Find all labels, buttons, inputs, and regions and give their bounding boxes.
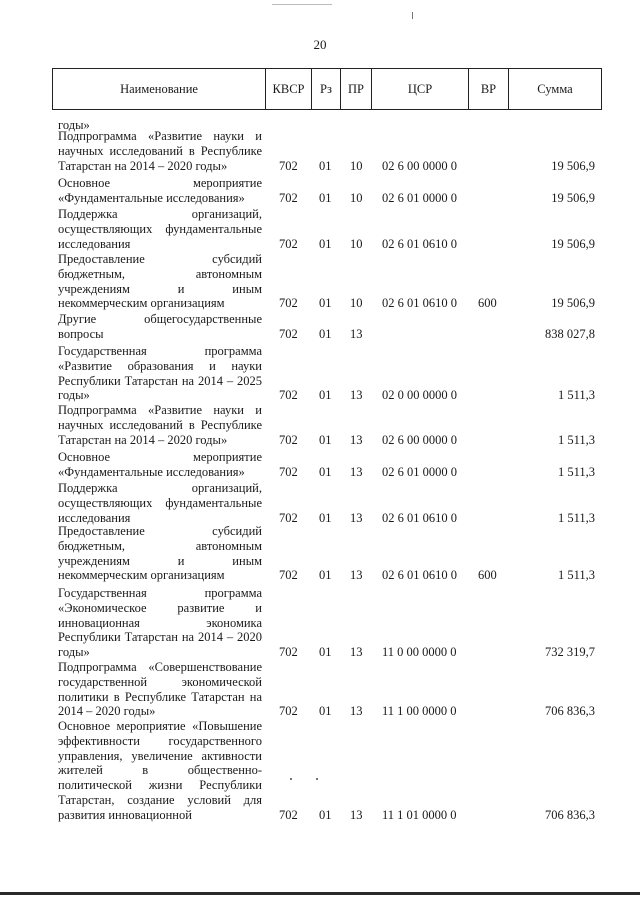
row-name bbox=[58, 403, 262, 447]
table-row bbox=[0, 252, 640, 311]
row-name bbox=[58, 207, 262, 251]
row-name-line: учреждениям и иным bbox=[58, 281, 262, 296]
row-name-line: Предоставление субсидий bbox=[58, 524, 262, 538]
row-sum: 19 506,9 bbox=[551, 296, 595, 311]
header-name: Наименование bbox=[53, 69, 266, 109]
row-name bbox=[58, 252, 262, 311]
row-pr: 13 bbox=[350, 568, 363, 583]
row-name bbox=[58, 481, 262, 525]
row-kvsr: 702 bbox=[279, 296, 298, 311]
row-name-line: Другие общегосударственные bbox=[58, 312, 262, 326]
row-pr: 10 bbox=[350, 236, 363, 251]
row-rz: 01 bbox=[319, 296, 332, 311]
row-kvsr: 702 bbox=[279, 568, 298, 583]
row-rz: 01 bbox=[319, 190, 332, 205]
scan-mark bbox=[272, 4, 332, 5]
row-name-line: инновационная экономика bbox=[58, 615, 262, 630]
row-name bbox=[58, 176, 262, 206]
scan-dot bbox=[316, 778, 318, 780]
row-sum: 19 506,9 bbox=[551, 236, 595, 251]
table-header bbox=[52, 68, 602, 110]
row-vr: 600 bbox=[478, 568, 497, 583]
row-name-line: Основное мероприятие bbox=[58, 176, 262, 190]
table-row bbox=[0, 207, 640, 251]
row-name-line: осуществляющих фундаментальные bbox=[58, 495, 262, 510]
table-row bbox=[0, 450, 640, 480]
row-kvsr: 702 bbox=[279, 326, 298, 341]
row-kvsr: 702 bbox=[279, 432, 298, 447]
row-name-line: «Развитие образования и науки bbox=[58, 358, 262, 373]
table-row bbox=[0, 586, 640, 660]
row-rz: 01 bbox=[319, 236, 332, 251]
row-name-line: научных исследований в Республике bbox=[58, 143, 262, 158]
header-pr: ПР bbox=[341, 69, 372, 109]
row-name-line: эффективности государственного bbox=[58, 733, 262, 748]
row-name-line: Татарстан, создание условий для bbox=[58, 792, 262, 807]
row-csr: 02 6 01 0000 0 bbox=[382, 464, 457, 479]
row-sum: 1 511,3 bbox=[557, 432, 595, 447]
row-csr: 02 6 01 0000 0 bbox=[382, 190, 457, 205]
row-name-line: бюджетным, автономным bbox=[58, 538, 262, 553]
row-rz: 01 bbox=[319, 645, 332, 660]
header-rz: Рз bbox=[312, 69, 341, 109]
row-name-line: вопросы bbox=[58, 326, 104, 341]
row-name-line: исследования bbox=[58, 236, 131, 251]
header-csr: ЦСР bbox=[372, 69, 469, 109]
row-rz: 01 bbox=[319, 807, 332, 822]
row-sum: 706 836,3 bbox=[545, 704, 595, 719]
row-pr: 10 bbox=[350, 190, 363, 205]
scan-mark bbox=[412, 12, 413, 19]
row-name-line: Основное мероприятие bbox=[58, 450, 262, 464]
row-name bbox=[58, 312, 262, 342]
row-name-line: Республики Татарстан на 2014 – 2025 bbox=[58, 373, 262, 388]
row-rz: 01 bbox=[319, 510, 332, 525]
row-name-line: годы» bbox=[58, 388, 90, 403]
row-name bbox=[58, 719, 262, 823]
row-name-line: политики в Республике Татарстан на bbox=[58, 689, 262, 704]
row-sum: 732 319,7 bbox=[545, 645, 595, 660]
row-sum: 706 836,3 bbox=[545, 807, 595, 822]
row-csr: 02 6 01 0610 0 bbox=[382, 510, 457, 525]
row-name bbox=[58, 586, 262, 660]
row-pr: 13 bbox=[350, 510, 363, 525]
row-name-line: управления, увеличение активности bbox=[58, 748, 262, 763]
row-name-line: Подпрограмма «Развитие науки и bbox=[58, 403, 262, 417]
row-name-line: Республики Татарстан на 2014 – 2020 bbox=[58, 630, 262, 645]
row-name bbox=[58, 524, 262, 583]
row-csr: 02 0 00 0000 0 bbox=[382, 388, 457, 403]
scan-edge bbox=[0, 892, 640, 895]
header-sum: Сумма bbox=[537, 82, 573, 96]
table-row bbox=[0, 344, 640, 403]
table-row bbox=[0, 403, 640, 447]
row-pr: 13 bbox=[350, 704, 363, 719]
scan-dot bbox=[290, 778, 292, 780]
table-row bbox=[0, 524, 640, 583]
row-csr: 02 6 00 0000 0 bbox=[382, 158, 457, 173]
row-sum: 1 511,3 bbox=[557, 510, 595, 525]
row-name-line: Подпрограмма «Совершенствование bbox=[58, 660, 262, 674]
row-name-line: некоммерческим организациям bbox=[58, 296, 225, 311]
row-name-line: жителей в общественно- bbox=[58, 763, 262, 778]
row-name-line: 2014 – 2020 годы» bbox=[58, 704, 156, 719]
row-name bbox=[58, 450, 262, 480]
header-kvsr: КВСР bbox=[266, 69, 312, 109]
row-rz: 01 bbox=[319, 464, 332, 479]
row-csr: 11 1 00 0000 0 bbox=[382, 704, 457, 719]
row-name-line: Поддержка организаций, bbox=[58, 207, 262, 221]
row-name-line: «Экономическое развитие и bbox=[58, 600, 262, 615]
row-sum: 1 511,3 bbox=[557, 464, 595, 479]
row-kvsr: 702 bbox=[279, 807, 298, 822]
row-name-line: Предоставление субсидий bbox=[58, 252, 262, 266]
row-csr: 02 6 00 0000 0 bbox=[382, 432, 457, 447]
row-pr: 13 bbox=[350, 464, 363, 479]
row-rz: 01 bbox=[319, 432, 332, 447]
table-row bbox=[0, 129, 640, 173]
row-kvsr: 702 bbox=[279, 464, 298, 479]
row-name-line: годы» bbox=[58, 118, 90, 132]
row-csr: 11 1 01 0000 0 bbox=[382, 807, 457, 822]
row-kvsr: 702 bbox=[279, 704, 298, 719]
row-rz: 01 bbox=[319, 326, 332, 341]
row-pr: 13 bbox=[350, 645, 363, 660]
row-name-line: осуществляющих фундаментальные bbox=[58, 221, 262, 236]
row-csr: 11 0 00 0000 0 bbox=[382, 645, 457, 660]
row-name-line: политической жизни Республики bbox=[58, 778, 262, 793]
row-name-line: Татарстан на 2014 – 2020 годы» bbox=[58, 158, 228, 173]
row-name-line: «Фундаментальные исследования» bbox=[58, 464, 245, 479]
page-number: 20 bbox=[313, 37, 327, 52]
row-pr: 10 bbox=[350, 296, 363, 311]
row-csr: 02 6 01 0610 0 bbox=[382, 296, 457, 311]
table-row bbox=[0, 312, 640, 342]
row-kvsr: 702 bbox=[279, 158, 298, 173]
row-sum: 19 506,9 bbox=[551, 158, 595, 173]
row-name-line: развития инновационной bbox=[58, 807, 192, 822]
row-vr: 600 bbox=[478, 296, 497, 311]
row-sum: 838 027,8 bbox=[545, 326, 595, 341]
row-csr: 02 6 01 0610 0 bbox=[382, 236, 457, 251]
row-kvsr: 702 bbox=[279, 388, 298, 403]
row-name-line: исследования bbox=[58, 510, 131, 525]
row-kvsr: 702 bbox=[279, 236, 298, 251]
row-name-line: некоммерческим организациям bbox=[58, 568, 225, 583]
row-name bbox=[58, 129, 262, 173]
row-sum: 19 506,9 bbox=[551, 190, 595, 205]
row-pr: 13 bbox=[350, 432, 363, 447]
row-name-line: Поддержка организаций, bbox=[58, 481, 262, 495]
row-rz: 01 bbox=[319, 388, 332, 403]
row-name-line: Подпрограмма «Развитие науки и bbox=[58, 129, 262, 143]
row-kvsr: 702 bbox=[279, 190, 298, 205]
row-kvsr: 702 bbox=[279, 510, 298, 525]
row-pr: 10 bbox=[350, 158, 363, 173]
table-row bbox=[0, 719, 640, 823]
row-rz: 01 bbox=[319, 568, 332, 583]
row-pr: 13 bbox=[350, 326, 363, 341]
row-kvsr: 702 bbox=[279, 645, 298, 660]
header-vr: ВР bbox=[469, 69, 509, 109]
row-name-line: Татарстан на 2014 – 2020 годы» bbox=[58, 432, 228, 447]
row-name bbox=[58, 344, 262, 403]
row-sum: 1 511,3 bbox=[557, 388, 595, 403]
row-name-line: годы» bbox=[58, 645, 90, 660]
row-sum: 1 511,3 bbox=[557, 568, 595, 583]
table-row bbox=[0, 660, 640, 719]
row-pr: 13 bbox=[350, 807, 363, 822]
row-rz: 01 bbox=[319, 704, 332, 719]
row-name-line: научных исследований в Республике bbox=[58, 417, 262, 432]
row-name-line: Основное мероприятие «Повышение bbox=[58, 719, 262, 733]
row-name-line: Государственная программа bbox=[58, 344, 262, 358]
row-name-line: государственной экономической bbox=[58, 674, 262, 689]
row-name-line: учреждениям и иным bbox=[58, 553, 262, 568]
row-rz: 01 bbox=[319, 158, 332, 173]
row-name-line: «Фундаментальные исследования» bbox=[58, 190, 245, 205]
row-name-line: Государственная программа bbox=[58, 586, 262, 600]
table-row bbox=[0, 481, 640, 525]
row-name-line: бюджетным, автономным bbox=[58, 266, 262, 281]
row-name bbox=[58, 660, 262, 719]
row-csr: 02 6 01 0610 0 bbox=[382, 568, 457, 583]
row-pr: 13 bbox=[350, 388, 363, 403]
table-row bbox=[0, 176, 640, 206]
